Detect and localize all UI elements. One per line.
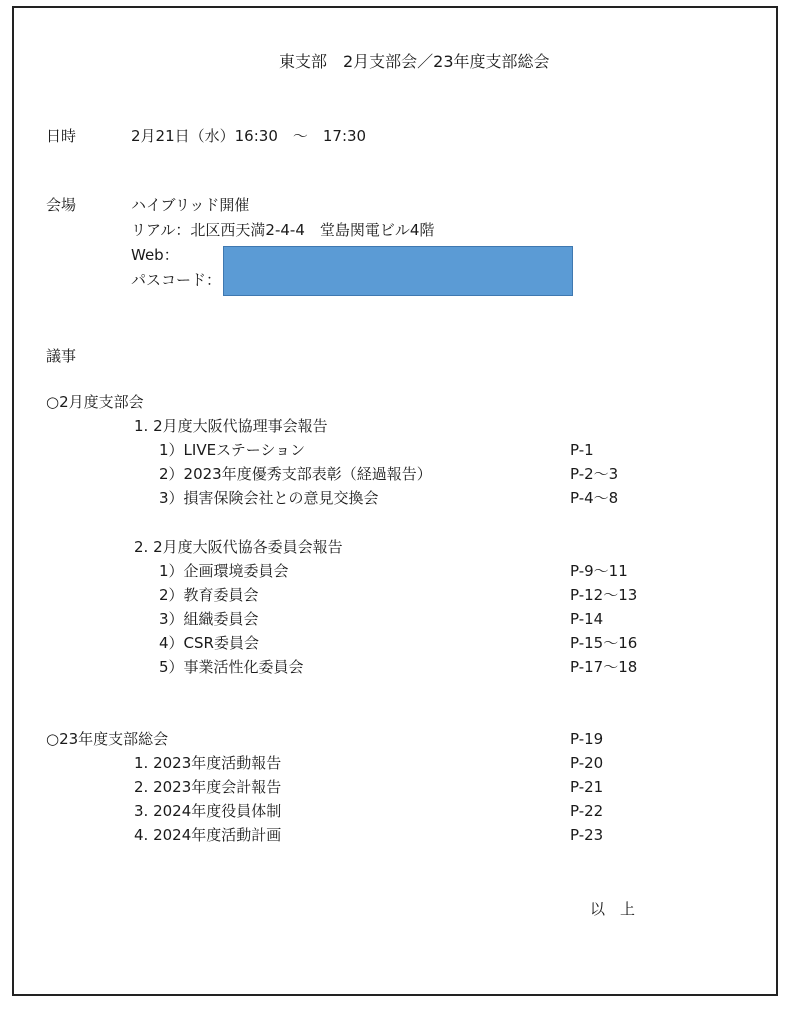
group2-item-label: 1）企画環境委員会 bbox=[159, 562, 289, 580]
group2-item-page: P-15～16 bbox=[570, 634, 638, 652]
group2-item-page: P-12～13 bbox=[570, 586, 638, 604]
redaction-box bbox=[223, 246, 573, 296]
section1-title: ○2月度支部会 bbox=[46, 393, 144, 411]
section2-item-label: 1. 2023年度活動報告 bbox=[134, 754, 282, 772]
venue-label: 会場 bbox=[46, 196, 77, 214]
schedule-label: 日時 bbox=[46, 127, 77, 145]
document-page bbox=[12, 6, 778, 996]
group1-item-label: 1）LIVEステーション bbox=[159, 441, 306, 459]
agenda-heading: 議事 bbox=[46, 347, 77, 365]
section2-item-label: 2. 2023年度会計報告 bbox=[134, 778, 282, 796]
section2-item-label: 4. 2024年度活動計画 bbox=[134, 826, 282, 844]
closing-text: 以 上 bbox=[590, 900, 636, 918]
group2-item-page: P-9～11 bbox=[570, 562, 628, 580]
section2-title: ○23年度支部総会 bbox=[46, 730, 169, 748]
group2-item-page: P-14 bbox=[570, 610, 604, 628]
group2-title: 2. 2月度大阪代協各委員会報告 bbox=[134, 538, 343, 556]
group2-item-label: 2）教育委員会 bbox=[159, 586, 259, 604]
section2-item-page: P-21 bbox=[570, 778, 604, 796]
venue-real-address: リアル：北区西天満2-4-4 堂島関電ビル4階 bbox=[131, 221, 435, 239]
venue-passcode-label: パスコード： bbox=[131, 271, 222, 289]
group2-item-label: 5）事業活性化委員会 bbox=[159, 658, 304, 676]
document-title: 東支部 2月支部会／23年度支部総会 bbox=[279, 52, 550, 71]
group2-item-label: 4）CSR委員会 bbox=[159, 634, 259, 652]
section2-item-label: 3. 2024年度役員体制 bbox=[134, 802, 282, 820]
section2-page: P-19 bbox=[570, 730, 604, 748]
group1-item-page: P-1 bbox=[570, 441, 594, 459]
venue-mode: ハイブリッド開催 bbox=[131, 196, 250, 214]
group1-title: 1. 2月度大阪代協理事会報告 bbox=[134, 417, 328, 435]
group1-item-label: 2）2023年度優秀支部表彰（経過報告） bbox=[159, 465, 432, 483]
section2-item-page: P-20 bbox=[570, 754, 604, 772]
section2-item-page: P-22 bbox=[570, 802, 604, 820]
group1-item-label: 3）損害保険会社との意見交換会 bbox=[159, 489, 379, 507]
schedule-value: 2月21日（水）16:30 ～ 17:30 bbox=[131, 127, 367, 145]
group1-item-page: P-4～8 bbox=[570, 489, 619, 507]
venue-web-label: Web： bbox=[131, 246, 179, 264]
section2-item-page: P-23 bbox=[570, 826, 604, 844]
group1-item-page: P-2～3 bbox=[570, 465, 619, 483]
group2-item-page: P-17～18 bbox=[570, 658, 638, 676]
group2-item-label: 3）組織委員会 bbox=[159, 610, 259, 628]
